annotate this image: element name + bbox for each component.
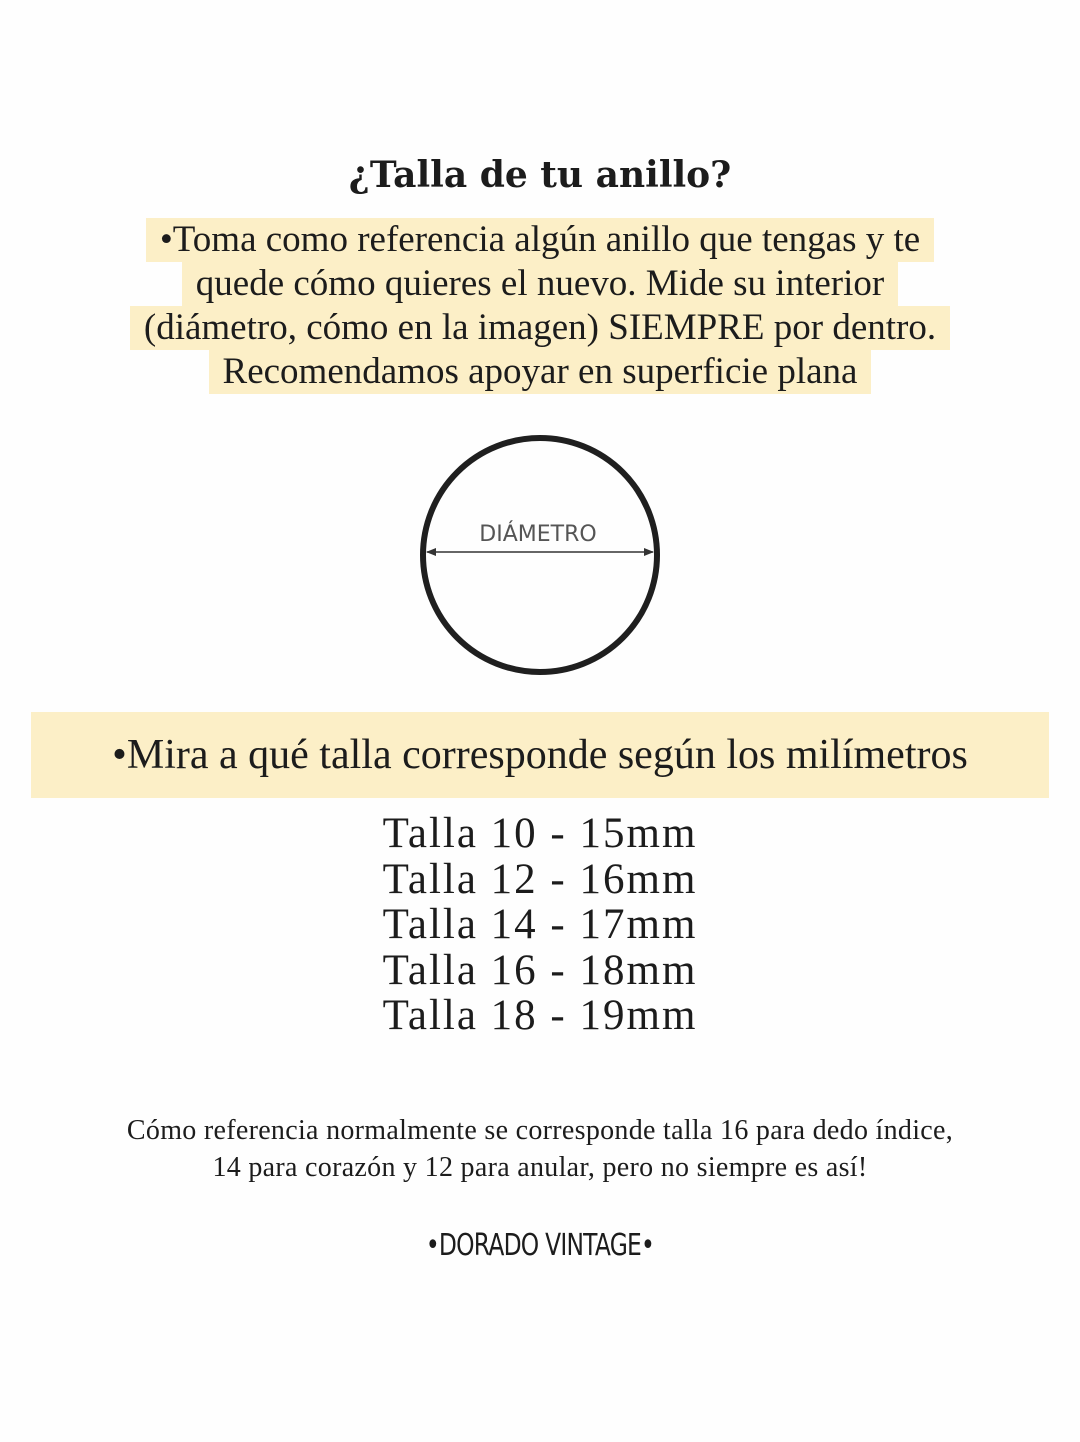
ring-diagram-svg [418, 433, 662, 677]
size-row: Talla 14 - 17mm [382, 901, 698, 948]
intro-instructions [0, 218, 1080, 394]
size-instruction: •Mira a qué talla corresponde según los milímetros [31, 712, 1049, 798]
intro-line: quede cómo quieres el nuevo. Mide su interior [182, 262, 898, 306]
note-line: 14 para corazón y 12 para anular, pero no siempre es así! [212, 1152, 868, 1183]
size-row: Talla 18 - 19mm [382, 992, 698, 1039]
intro-line: (diámetro, cómo en la imagen) SIEMPRE por dentro. [130, 306, 950, 350]
diameter-label: DIÁMETRO [479, 522, 597, 547]
size-row: Talla 10 - 15mm [382, 810, 698, 857]
reference-note [0, 1112, 1080, 1186]
size-table [0, 811, 1080, 1039]
brand-name: •DORADO VINTAGE• [425, 1228, 655, 1263]
ring-diameter-diagram [418, 433, 662, 677]
intro-line: Recomendamos apoyar en superficie plana [209, 350, 872, 394]
page-title: ¿Talla de tu anillo? [348, 154, 732, 196]
size-row: Talla 12 - 16mm [382, 855, 698, 903]
ring-circle [423, 438, 657, 672]
size-row: Talla 16 - 18mm [382, 946, 698, 994]
note-line: Cómo referencia normalmente se corresponde talla 16 para dedo índice, [126, 1115, 954, 1146]
intro-line: •Toma como referencia algún anillo que tengas y te [146, 218, 934, 262]
